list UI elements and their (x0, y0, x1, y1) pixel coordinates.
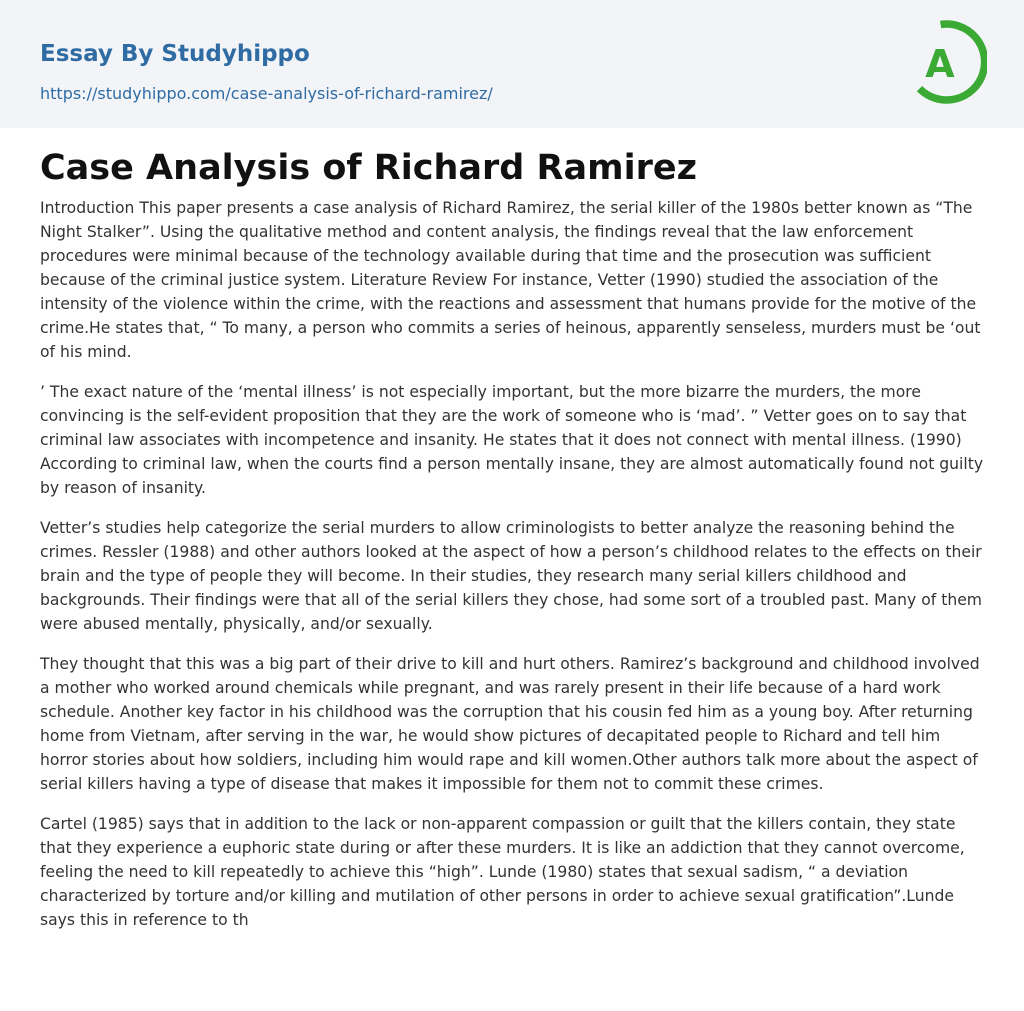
article-paragraph: Introduction This paper presents a case analysis of Richard Ramirez, the serial killer of the 1980s better known as “The Night Stalker”. Using the qualitative method and content analysis, the findings reveal that the law enforcement procedures were minimal because of the technology available during that time and the prosecution was sufficient because of the criminal justice system. Literature Review For instance, Vetter (1990) studied the association of the intensity of the violence within the crime, with the reactions and assessment that humans provide for the motive of the crime.He states that, “ To many, a person who commits a series of heinous, apparently senseless, murders must be ‘out of his mind. (40, 199, 981, 361)
article-paragraph: Cartel (1985) says that in addition to the lack or non-apparent compassion or guilt that the killers contain, they state that they experience a euphoric state during or after these murders. It is like an addiction that they cannot overcome, feeling the need to kill repeatedly to achieve this “high”. Lunde (1980) states that sexual sadism, “ a deviation characterized by torture and/or killing and mutilation of other persons in order to achieve sexual gratification”.Lunde says this in reference to th (40, 815, 965, 929)
article-paragraph: They thought that this was a big part of their drive to kill and hurt others. Ramirez’s background and childhood involved a mother who worked around chemicals while pregnant, and was rarely present in their life because of a hard work schedule. Another key factor in his childhood was the corruption that his cousin fed him as a young boy. After returning home from Vietnam, after serving in the war, he would show pictures of decapitated people to Richard and tell him horror stories about how soldiers, including him would rape and kill women.Other authors talk more about the aspect of serial killers having a type of disease that makes it impossible for them not to commit these crimes. (40, 655, 980, 793)
page-title: Case Analysis of Richard Ramirez (40, 148, 697, 188)
studyhippo-logo-icon[interactable] (911, 18, 987, 106)
site-header (0, 0, 1024, 128)
logo-letter: A (925, 42, 955, 86)
article-paragraph: ’ The exact nature of the ‘mental illness’ is not especially important, but the more bizarre the murders, the more convincing is the self-evident proposition that they are the work of someone who is ‘mad’. ” Vetter goes on to say that criminal law associates with incompetence and insanity. He states that it does not connect with mental illness. (1990) According to criminal law, when the courts find a person mentally insane, they are almost automatically found not guilty by reason of insanity. (40, 383, 984, 497)
site-title[interactable]: Essay By Studyhippo (40, 41, 310, 67)
article-url-link[interactable]: https://studyhippo.com/case-analysis-of-richard-ramirez/ (40, 84, 493, 103)
article-content (40, 146, 988, 948)
article-paragraph: Vetter’s studies help categorize the serial murders to allow criminologists to better analyze the reasoning behind the crimes. Ressler (1988) and other authors looked at the aspect of how a person’s childhood relates to the effects on their brain and the type of people they will become. In their studies, they research many serial killers childhood and backgrounds. Their findings were that all of the serial killers they chose, had some sort of a troubled past. Many of them were abused mentally, physically, and/or sexually. (40, 519, 982, 633)
